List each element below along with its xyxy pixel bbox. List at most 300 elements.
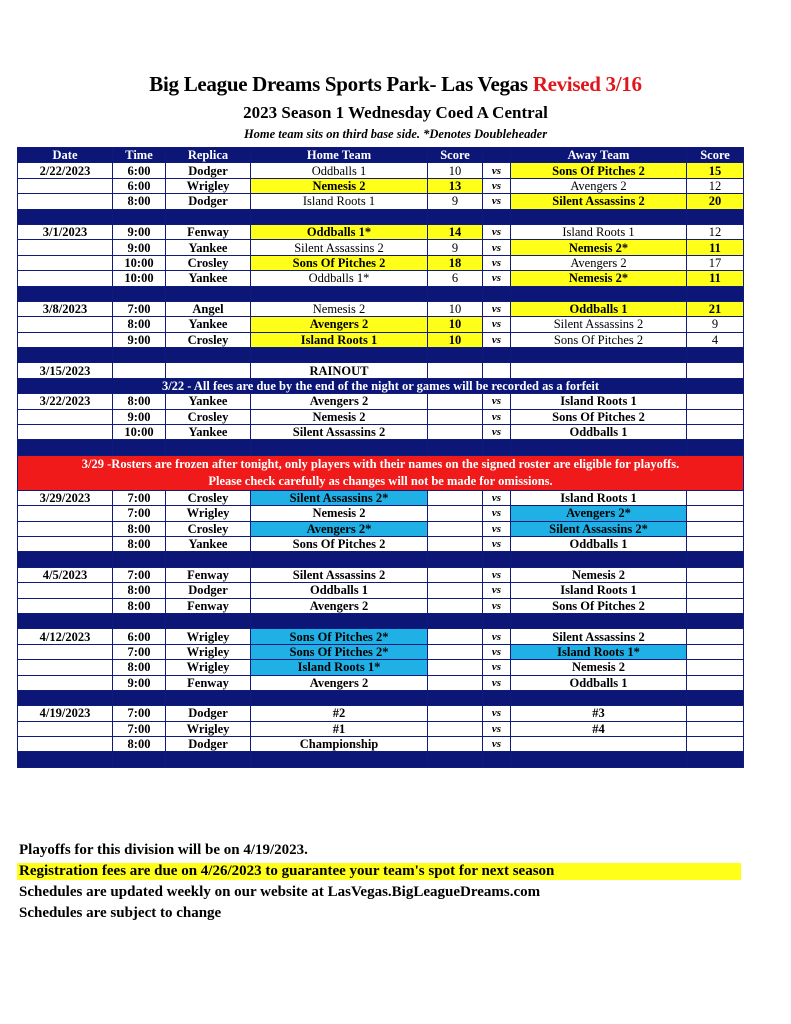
home-team: Avengers 2 [251,317,428,332]
vs-label: vs [483,409,511,424]
field-cell: Dodger [166,583,251,598]
separator-cell [251,552,428,567]
table-header [18,148,744,163]
separator-cell [428,440,483,455]
home-team: Sons Of Pitches 2* [251,629,428,644]
separator-cell [511,440,687,455]
away-score [687,660,744,675]
page-title [0,72,791,97]
separator-cell [511,613,687,628]
home-team: Sons Of Pitches 2* [251,644,428,659]
home-team: Sons Of Pitches 2 [251,255,428,270]
separator-cell [483,690,511,705]
away-team: Oddballs 1 [511,425,687,440]
time-cell: 9:00 [113,224,166,239]
separator-cell [483,209,511,224]
date-cell [18,332,113,347]
game-row [18,332,744,347]
separator-cell [687,348,744,363]
date-cell [18,425,113,440]
away-team: Sons Of Pitches 2 [511,163,687,178]
game-row [18,706,744,721]
date-cell: 3/15/2023 [18,363,113,378]
date-cell [18,644,113,659]
separator-cell [166,613,251,628]
field-cell: Wrigley [166,629,251,644]
away-score [687,490,744,505]
team-cell [511,363,687,378]
away-score [687,629,744,644]
game-row [18,660,744,675]
date-cell [18,506,113,521]
separator-row [18,690,744,705]
home-score [428,629,483,644]
field-cell: Yankee [166,271,251,286]
separator-cell [18,440,113,455]
footer-website: Schedules are updated weekly on our website at LasVegas.BigLeagueDreams.com [19,884,541,900]
score-cell [687,363,744,378]
away-team: Silent Assassins 2 [511,317,687,332]
separator-cell [166,752,251,767]
home-score [428,706,483,721]
separator-cell [251,348,428,363]
vs-label: vs [483,271,511,286]
rainout-label: RAINOUT [251,363,428,378]
home-team: Nemesis 2 [251,506,428,521]
home-score: 10 [428,163,483,178]
date-cell: 4/5/2023 [18,567,113,582]
footer-playoffs: Playoffs for this division will be on 4/19/2023. [19,842,308,858]
separator-cell [251,286,428,301]
roster-notice [18,455,744,490]
field-cell: Dodger [166,163,251,178]
time-cell: 10:00 [113,255,166,270]
separator-cell [428,752,483,767]
away-score: 12 [687,224,744,239]
vs-label: vs [483,706,511,721]
separator-cell [18,209,113,224]
separator-cell [687,752,744,767]
separator-cell [113,613,166,628]
column-header: Date [18,148,113,163]
notice-row [18,378,744,393]
time-cell: 8:00 [113,583,166,598]
vs-label: vs [483,737,511,752]
vs-label: vs [483,178,511,193]
separator-cell [251,209,428,224]
separator-cell [483,440,511,455]
separator-cell [113,440,166,455]
time-cell: 8:00 [113,660,166,675]
time-cell [113,363,166,378]
separator-row [18,440,744,455]
date-cell: 2/22/2023 [18,163,113,178]
home-team: Avengers 2* [251,521,428,536]
title-main: Big League Dreams Sports Park- Las Vegas [149,72,528,96]
game-row [18,675,744,690]
separator-cell [113,552,166,567]
separator-cell [166,209,251,224]
time-cell: 6:00 [113,629,166,644]
game-row [18,240,744,255]
vs-label: vs [483,332,511,347]
column-header: Home Team [251,148,428,163]
game-row [18,194,744,209]
vs-label: vs [483,629,511,644]
game-row [18,409,744,424]
field-cell: Crosley [166,409,251,424]
home-score [428,598,483,613]
away-team: Silent Assassins 2 [511,629,687,644]
home-score: 10 [428,317,483,332]
field-cell: Wrigley [166,644,251,659]
home-score [428,675,483,690]
separator-cell [483,613,511,628]
separator-cell [428,348,483,363]
field-cell: Yankee [166,317,251,332]
away-team: Nemesis 2* [511,271,687,286]
date-cell [18,598,113,613]
date-cell: 3/8/2023 [18,301,113,316]
separator-cell [251,440,428,455]
field-cell: Fenway [166,567,251,582]
time-cell: 8:00 [113,598,166,613]
date-cell [18,521,113,536]
home-score [428,644,483,659]
time-cell: 8:00 [113,194,166,209]
rainout-row [18,363,744,378]
vs-label: vs [483,721,511,736]
away-team: Oddballs 1 [511,675,687,690]
game-row [18,598,744,613]
separator-cell [687,613,744,628]
field-cell: Dodger [166,737,251,752]
separator-cell [511,348,687,363]
home-score: 9 [428,240,483,255]
separator-cell [483,752,511,767]
separator-cell [428,209,483,224]
separator-cell [166,348,251,363]
separator-cell [18,348,113,363]
time-cell: 10:00 [113,425,166,440]
game-row [18,271,744,286]
game-row [18,317,744,332]
separator-cell [428,690,483,705]
away-score [687,425,744,440]
away-team: #3 [511,706,687,721]
away-team: Island Roots 1 [511,583,687,598]
home-team: #2 [251,706,428,721]
date-cell: 4/12/2023 [18,629,113,644]
game-row [18,490,744,505]
separator-cell [511,690,687,705]
away-team: Avengers 2 [511,178,687,193]
home-score: 9 [428,194,483,209]
date-cell [18,721,113,736]
away-team: Nemesis 2 [511,567,687,582]
time-cell: 8:00 [113,521,166,536]
date-cell [18,660,113,675]
game-row [18,163,744,178]
away-team: Island Roots 1 [511,394,687,409]
game-row [18,301,744,316]
vs-label: vs [483,425,511,440]
date-cell: 3/22/2023 [18,394,113,409]
subtitle: 2023 Season 1 Wednesday Coed A Central [243,103,548,122]
column-header: Score [687,148,744,163]
away-team: Sons Of Pitches 2 [511,332,687,347]
home-team: Island Roots 1* [251,660,428,675]
away-score: 15 [687,163,744,178]
time-cell: 7:00 [113,490,166,505]
away-score [687,567,744,582]
time-cell: 6:00 [113,178,166,193]
vs-label: vs [483,224,511,239]
time-cell: 9:00 [113,675,166,690]
home-team: Avengers 2 [251,394,428,409]
vs-cell [483,363,511,378]
game-row [18,737,744,752]
field-cell: Yankee [166,394,251,409]
date-cell [18,240,113,255]
time-cell: 6:00 [113,163,166,178]
separator-row [18,752,744,767]
roster-notice-line1: 3/29 -Rosters are frozen after tonight, only players with their names on the signed roster are eligible for playoffs. [81,456,680,471]
date-cell: 4/19/2023 [18,706,113,721]
home-score [428,721,483,736]
away-score [687,536,744,551]
vs-label: vs [483,644,511,659]
away-score [687,583,744,598]
separator-cell [687,209,744,224]
separator-row [18,286,744,301]
date-cell [18,194,113,209]
away-score: 17 [687,255,744,270]
date-cell: 3/1/2023 [18,224,113,239]
vs-label: vs [483,675,511,690]
date-cell [18,737,113,752]
time-cell: 10:00 [113,271,166,286]
roster-notice-row [18,455,744,490]
home-team: #1 [251,721,428,736]
field-cell: Yankee [166,425,251,440]
time-cell: 9:00 [113,240,166,255]
away-team: Oddballs 1 [511,536,687,551]
schedule-table [17,147,744,768]
away-score: 4 [687,332,744,347]
field-cell: Wrigley [166,660,251,675]
home-team: Silent Assassins 2 [251,425,428,440]
vs-label: vs [483,536,511,551]
time-cell: 7:00 [113,721,166,736]
date-cell [18,409,113,424]
away-score [687,721,744,736]
away-team: Island Roots 1 [511,490,687,505]
home-score [428,521,483,536]
away-score [687,675,744,690]
home-team: Sons Of Pitches 2 [251,536,428,551]
vs-label: vs [483,194,511,209]
home-team: Oddballs 1 [251,163,428,178]
home-team: Oddballs 1 [251,583,428,598]
time-cell: 7:00 [113,301,166,316]
vs-label: vs [483,567,511,582]
time-cell: 7:00 [113,644,166,659]
away-team: Silent Assassins 2* [511,521,687,536]
away-team: Oddballs 1 [511,301,687,316]
game-row [18,629,744,644]
time-cell: 9:00 [113,332,166,347]
field-cell: Fenway [166,224,251,239]
away-team: Nemesis 2 [511,660,687,675]
vs-label: vs [483,490,511,505]
away-team: Sons Of Pitches 2 [511,409,687,424]
home-score [428,660,483,675]
separator-row [18,552,744,567]
separator-cell [166,690,251,705]
separator-cell [18,613,113,628]
home-team: Island Roots 1 [251,332,428,347]
separator-cell [428,613,483,628]
separator-cell [251,613,428,628]
vs-label: vs [483,394,511,409]
separator-cell [483,348,511,363]
field-cell: Dodger [166,194,251,209]
home-team: Island Roots 1 [251,194,428,209]
vs-label: vs [483,506,511,521]
game-row [18,536,744,551]
separator-cell [251,752,428,767]
field-cell: Fenway [166,675,251,690]
away-team: Island Roots 1* [511,644,687,659]
home-score [428,536,483,551]
separator-cell [166,552,251,567]
separator-cell [483,552,511,567]
roster-notice-line2: Please check carefully as changes will not be made for omissions. [208,473,553,488]
home-team: Silent Assassins 2* [251,490,428,505]
away-team: #4 [511,721,687,736]
home-score [428,394,483,409]
footer-subject-to-change: Schedules are subject to change [19,905,222,921]
home-team: Nemesis 2 [251,301,428,316]
separator-cell [428,286,483,301]
time-cell: 8:00 [113,536,166,551]
field-cell [166,363,251,378]
home-score [428,567,483,582]
home-score [428,425,483,440]
separator-cell [251,690,428,705]
field-cell: Dodger [166,706,251,721]
field-cell: Yankee [166,536,251,551]
away-team: Avengers 2 [511,255,687,270]
home-score [428,409,483,424]
score-cell [428,363,483,378]
away-score: 21 [687,301,744,316]
away-team: Sons Of Pitches 2 [511,598,687,613]
separator-cell [113,348,166,363]
vs-label: vs [483,583,511,598]
vs-label: vs [483,255,511,270]
home-score [428,583,483,598]
separator-row [18,613,744,628]
column-header: Away Team [511,148,687,163]
time-cell: 9:00 [113,409,166,424]
separator-cell [428,552,483,567]
vs-label: vs [483,240,511,255]
game-row [18,425,744,440]
date-cell [18,536,113,551]
game-row [18,583,744,598]
game-row [18,521,744,536]
separator-cell [113,209,166,224]
home-score: 10 [428,332,483,347]
field-cell: Crosley [166,255,251,270]
field-cell: Crosley [166,332,251,347]
field-cell: Wrigley [166,506,251,521]
game-row [18,394,744,409]
separator-cell [687,286,744,301]
away-score: 11 [687,271,744,286]
home-team: Silent Assassins 2 [251,567,428,582]
away-score [687,409,744,424]
separator-cell [18,690,113,705]
vs-label: vs [483,301,511,316]
game-row [18,721,744,736]
away-score: 20 [687,194,744,209]
away-team: Avengers 2* [511,506,687,521]
home-score: 18 [428,255,483,270]
separator-cell [687,690,744,705]
game-row [18,178,744,193]
column-header: Time [113,148,166,163]
away-team [511,737,687,752]
home-team: Silent Assassins 2 [251,240,428,255]
date-cell [18,317,113,332]
home-team: Nemesis 2 [251,178,428,193]
game-row [18,224,744,239]
home-team-note: Home team sits on third base side. *Denotes Doubleheader [243,127,548,141]
home-score [428,506,483,521]
separator-cell [687,440,744,455]
away-score [687,394,744,409]
date-cell [18,255,113,270]
away-team: Island Roots 1 [511,224,687,239]
vs-label: vs [483,660,511,675]
home-team: Avengers 2 [251,598,428,613]
away-score [687,737,744,752]
date-cell [18,178,113,193]
column-header: Replica [166,148,251,163]
time-cell: 7:00 [113,706,166,721]
revised-label: Revised 3/16 [532,72,642,96]
away-score: 12 [687,178,744,193]
separator-cell [687,552,744,567]
date-cell: 3/29/2023 [18,490,113,505]
vs-label: vs [483,317,511,332]
column-header: Score [428,148,483,163]
home-team: Oddballs 1* [251,224,428,239]
field-cell: Angel [166,301,251,316]
time-cell: 8:00 [113,737,166,752]
home-score: 14 [428,224,483,239]
footer-registration: Registration fees are due on 4/26/2023 to guarantee your team's spot for next season [17,863,741,880]
separator-cell [18,286,113,301]
away-score [687,644,744,659]
separator-cell [113,286,166,301]
date-cell [18,675,113,690]
away-score [687,598,744,613]
vs-label: vs [483,598,511,613]
